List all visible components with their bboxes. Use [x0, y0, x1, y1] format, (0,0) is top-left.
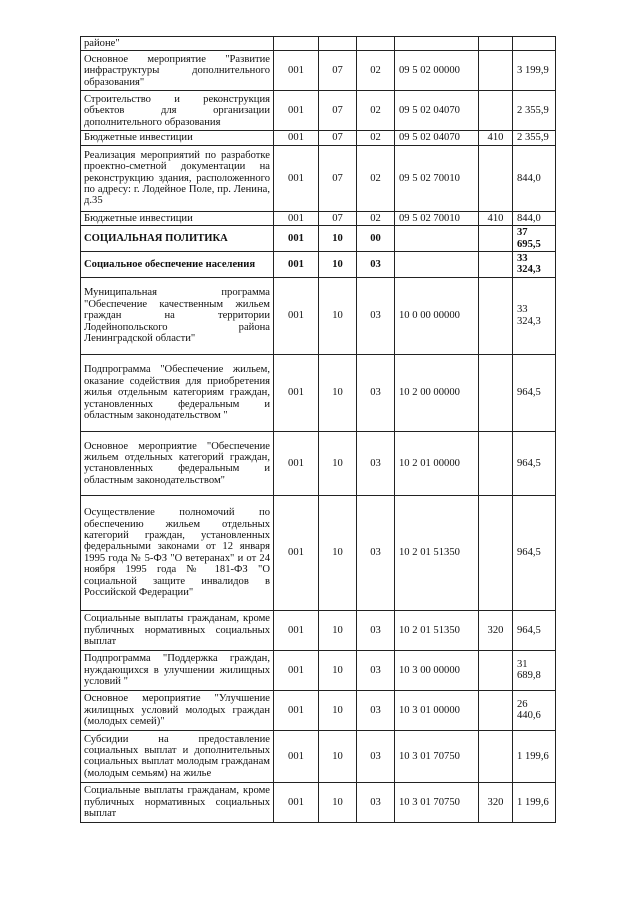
expense-type-cell: 410 [479, 211, 513, 225]
expense-type-cell: 410 [479, 131, 513, 145]
amount-cell: 844,0 [513, 145, 556, 211]
subsection-code-cell: 03 [357, 690, 395, 730]
section-code-cell: 07 [319, 145, 357, 211]
section-code-cell: 10 [319, 431, 357, 495]
table-row [81, 91, 556, 131]
expense-type-cell [479, 37, 513, 51]
expense-type-cell [479, 730, 513, 782]
expense-type-cell [479, 354, 513, 431]
target-article-cell: 09 5 02 00000 [395, 51, 479, 91]
amount-cell: 33 324,3 [513, 252, 556, 278]
section-code-cell: 10 [319, 252, 357, 278]
item-name-cell: Подпрограмма "Поддержка граждан, нуждающихся в улучшении жилищных условий " [81, 650, 274, 690]
amount-cell: 3 199,9 [513, 51, 556, 91]
expense-type-cell [479, 226, 513, 252]
expense-type-cell [479, 495, 513, 610]
item-name-cell: Субсидии на предоставление социальных выплат и дополнительных социальных выплат молодым гражданам (молодым семьям) на жилье [81, 730, 274, 782]
amount-cell: 1 199,6 [513, 730, 556, 782]
department-code-cell: 001 [274, 730, 319, 782]
subsection-code-cell: 03 [357, 730, 395, 782]
department-code-cell: 001 [274, 495, 319, 610]
table-row [81, 650, 556, 690]
subsection-code-cell: 02 [357, 145, 395, 211]
section-code-cell: 10 [319, 226, 357, 252]
target-article-cell: 10 3 01 70750 [395, 730, 479, 782]
item-name-cell: Основное мероприятие "Развитие инфраструктуры дополнительного образования" [81, 51, 274, 91]
target-article-cell: 09 5 02 70010 [395, 145, 479, 211]
amount-cell: 964,5 [513, 431, 556, 495]
subsection-code-cell: 03 [357, 354, 395, 431]
subsection-code-cell: 03 [357, 782, 395, 822]
department-code-cell: 001 [274, 211, 319, 225]
department-code-cell: 001 [274, 354, 319, 431]
item-name-cell: Основное мероприятие "Обеспечение жильем отдельных категорий граждан, установленных федеральным и областным законодательством" [81, 431, 274, 495]
department-code-cell: 001 [274, 226, 319, 252]
department-code-cell: 001 [274, 782, 319, 822]
item-name-cell: Муниципальная программа "Обеспечение качественным жильем граждан на территории Лодейнопольского района Ленинградской области" [81, 277, 274, 354]
item-name-cell: Основное мероприятие "Улучшение жилищных условий молодых граждан (молодых семей)" [81, 690, 274, 730]
amount-cell: 1 199,6 [513, 782, 556, 822]
item-name-cell: Подпрограмма "Обеспечение жильем, оказание содействия для приобретения жилья отдельным категориям граждан, установленных федеральным и областным законодательством " [81, 354, 274, 431]
department-code-cell: 001 [274, 91, 319, 131]
subsection-code-cell: 03 [357, 277, 395, 354]
table-row [81, 145, 556, 211]
department-code-cell: 001 [274, 690, 319, 730]
table-row [81, 354, 556, 431]
target-article-cell: 09 5 02 04070 [395, 131, 479, 145]
department-code-cell: 001 [274, 252, 319, 278]
section-code-cell: 07 [319, 51, 357, 91]
expense-type-cell: 320 [479, 782, 513, 822]
table-row [81, 782, 556, 822]
amount-cell: 964,5 [513, 495, 556, 610]
section-code-cell: 10 [319, 277, 357, 354]
table-row [81, 277, 556, 354]
table-row [81, 37, 556, 51]
target-article-cell: 10 3 01 70750 [395, 782, 479, 822]
section-code-cell: 07 [319, 211, 357, 225]
table-row [81, 211, 556, 225]
target-article-cell: 10 2 00 00000 [395, 354, 479, 431]
section-code-cell: 07 [319, 91, 357, 131]
item-name-cell: СОЦИАЛЬНАЯ ПОЛИТИКА [81, 226, 274, 252]
section-code-cell: 10 [319, 730, 357, 782]
item-name-cell: районе" [81, 37, 274, 51]
department-code-cell: 001 [274, 51, 319, 91]
amount-cell: 31 689,8 [513, 650, 556, 690]
department-code-cell: 001 [274, 650, 319, 690]
department-code-cell: 001 [274, 131, 319, 145]
target-article-cell: 10 0 00 00000 [395, 277, 479, 354]
expense-type-cell [479, 145, 513, 211]
target-article-cell: 09 5 02 04070 [395, 91, 479, 131]
table-row [81, 495, 556, 610]
target-article-cell: 10 2 01 00000 [395, 431, 479, 495]
amount-cell: 26 440,6 [513, 690, 556, 730]
target-article-cell: 10 3 01 00000 [395, 690, 479, 730]
item-name-cell: Реализация мероприятий по разработке проектно-сметной документации на реконструкцию здания, расположенного по адресу: г. Лодейное Поле, пр. Ленина, д.35 [81, 145, 274, 211]
table-row [81, 730, 556, 782]
expense-type-cell [479, 277, 513, 354]
department-code-cell [274, 37, 319, 51]
budget-table [80, 36, 556, 823]
amount-cell: 33 324,3 [513, 277, 556, 354]
table-row [81, 610, 556, 650]
department-code-cell: 001 [274, 277, 319, 354]
expense-type-cell [479, 431, 513, 495]
table-row [81, 431, 556, 495]
expense-type-cell [479, 690, 513, 730]
target-article-cell: 10 2 01 51350 [395, 610, 479, 650]
section-code-cell: 10 [319, 354, 357, 431]
section-code-cell: 10 [319, 495, 357, 610]
section-code-cell: 07 [319, 131, 357, 145]
subsection-code-cell: 03 [357, 610, 395, 650]
section-code-cell: 10 [319, 650, 357, 690]
subsection-code-cell: 03 [357, 495, 395, 610]
section-code-cell: 10 [319, 782, 357, 822]
expense-type-cell [479, 51, 513, 91]
subsection-code-cell: 02 [357, 91, 395, 131]
table-row [81, 131, 556, 145]
expense-type-cell [479, 91, 513, 131]
subsection-code-cell: 03 [357, 650, 395, 690]
subsection-code-cell: 02 [357, 211, 395, 225]
subsection-code-cell: 02 [357, 51, 395, 91]
amount-cell: 964,5 [513, 354, 556, 431]
expense-type-cell [479, 650, 513, 690]
table-body [81, 37, 556, 823]
subsection-code-cell: 02 [357, 131, 395, 145]
table-row [81, 226, 556, 252]
amount-cell: 2 355,9 [513, 131, 556, 145]
target-article-cell [395, 252, 479, 278]
amount-cell [513, 37, 556, 51]
subsection-code-cell [357, 37, 395, 51]
expense-type-cell: 320 [479, 610, 513, 650]
item-name-cell: Осуществление полномочий по обеспечению жильем отдельных категорий граждан, установленных федеральными законами от 12 января 1995 года № 5-ФЗ "О ветеранах" и от 24 ноября 1995 года № 181-ФЗ "О социальной защите инвалидов в Российской Федерации" [81, 495, 274, 610]
item-name-cell: Бюджетные инвестиции [81, 131, 274, 145]
department-code-cell: 001 [274, 610, 319, 650]
target-article-cell: 10 2 01 51350 [395, 495, 479, 610]
section-code-cell: 10 [319, 610, 357, 650]
item-name-cell: Социальные выплаты гражданам, кроме публичных нормативных социальных выплат [81, 782, 274, 822]
target-article-cell: 10 3 00 00000 [395, 650, 479, 690]
item-name-cell: Строительство и реконструкция объектов для организации дополнительного образования [81, 91, 274, 131]
expense-type-cell [479, 252, 513, 278]
subsection-code-cell: 00 [357, 226, 395, 252]
section-code-cell [319, 37, 357, 51]
item-name-cell: Социальные выплаты гражданам, кроме публичных нормативных социальных выплат [81, 610, 274, 650]
subsection-code-cell: 03 [357, 252, 395, 278]
amount-cell: 964,5 [513, 610, 556, 650]
item-name-cell: Социальное обеспечение населения [81, 252, 274, 278]
target-article-cell: 09 5 02 70010 [395, 211, 479, 225]
target-article-cell [395, 226, 479, 252]
table-row [81, 690, 556, 730]
amount-cell: 37 695,5 [513, 226, 556, 252]
amount-cell: 844,0 [513, 211, 556, 225]
department-code-cell: 001 [274, 145, 319, 211]
target-article-cell [395, 37, 479, 51]
amount-cell: 2 355,9 [513, 91, 556, 131]
department-code-cell: 001 [274, 431, 319, 495]
item-name-cell: Бюджетные инвестиции [81, 211, 274, 225]
table-row [81, 51, 556, 91]
section-code-cell: 10 [319, 690, 357, 730]
table-row [81, 252, 556, 278]
subsection-code-cell: 03 [357, 431, 395, 495]
